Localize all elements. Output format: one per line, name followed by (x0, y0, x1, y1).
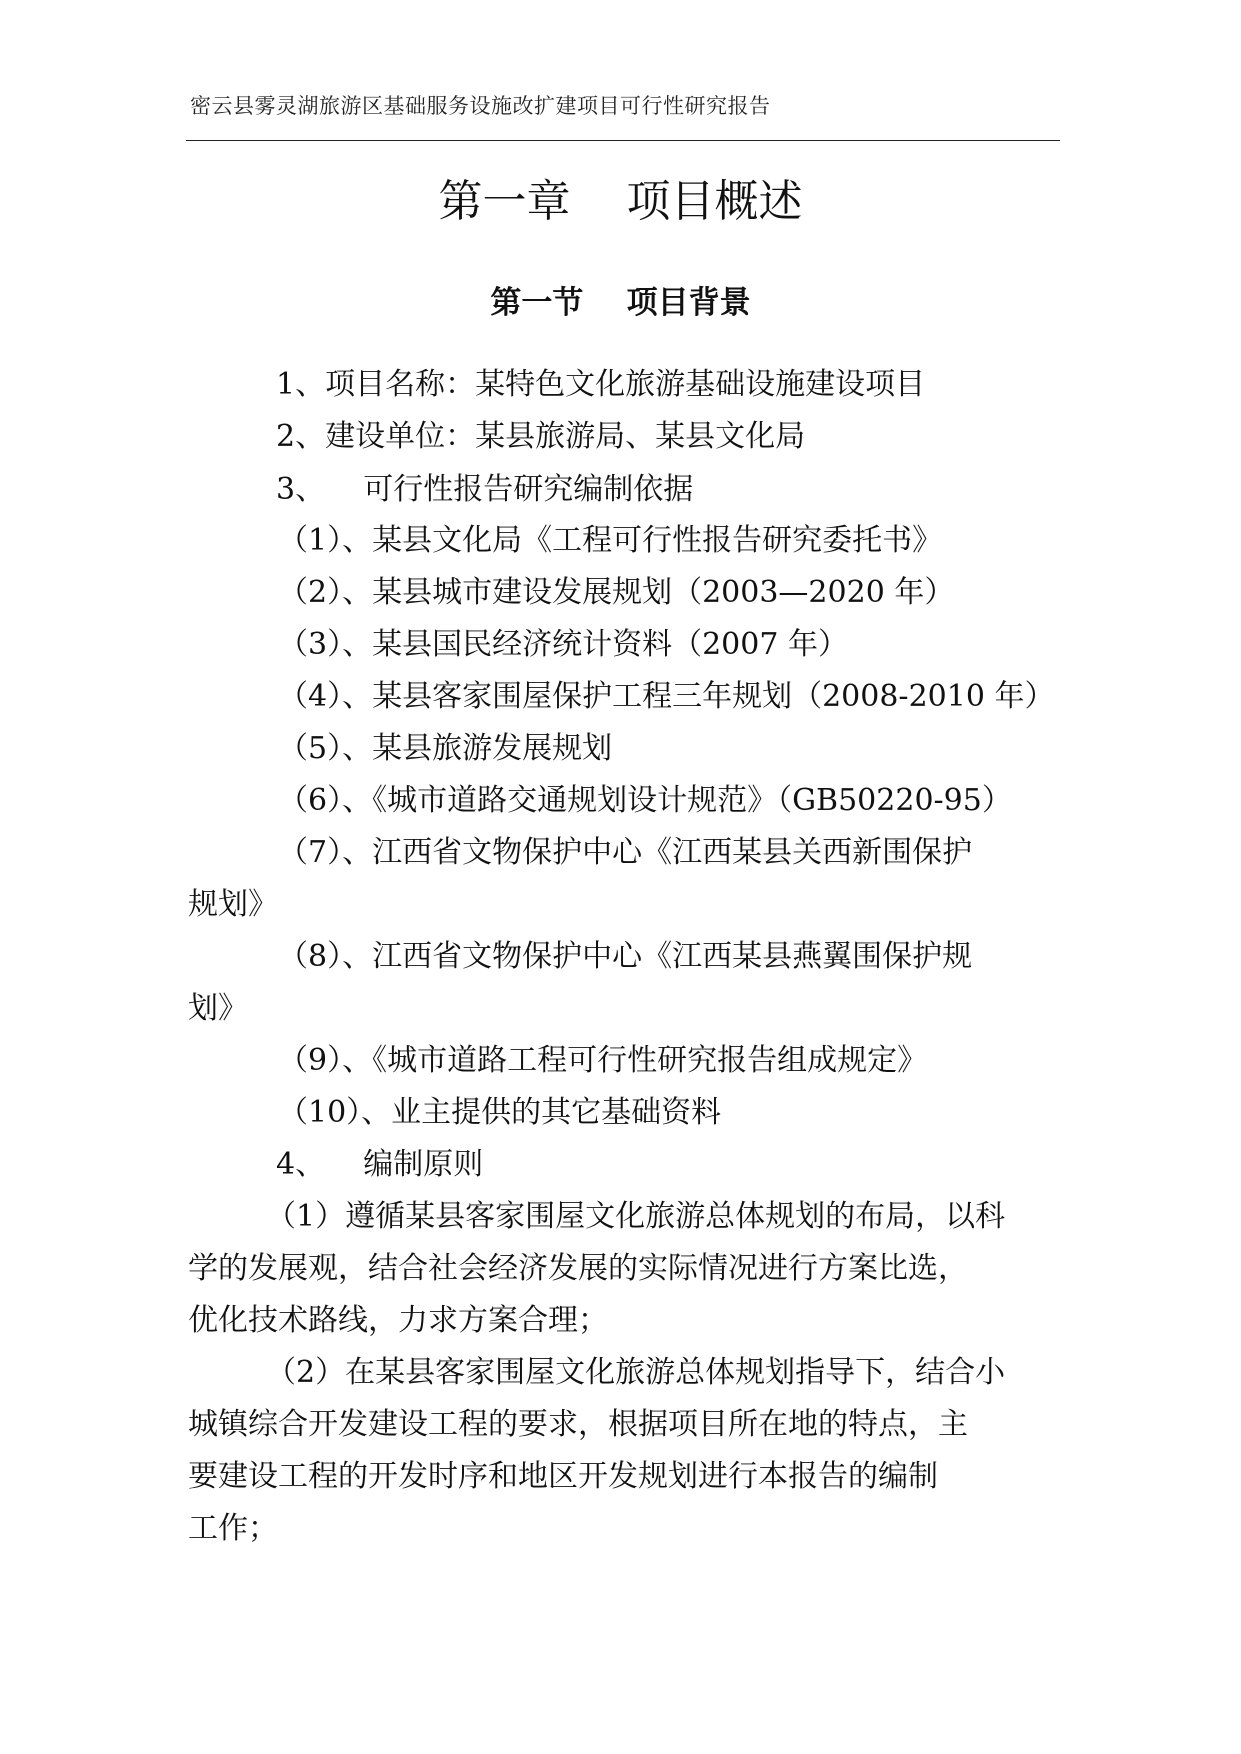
item-project-name: 1、项目名称：某特色文化旅游基础设施建设项目 (276, 367, 926, 402)
chapter-title: 第一章 项目概述 (438, 176, 803, 227)
basis-item-2: （2）、某县城市建设发展规划（2003—2020 年） (278, 575, 955, 610)
basis-item-10: （10）、业主提供的其它基础资料 (278, 1095, 722, 1130)
basis-item-1: （1）、某县文化局《工程可行性报告研究委托书》 (278, 523, 943, 558)
section-title: 第一节 项目背景 (490, 285, 751, 321)
header-divider (186, 140, 1060, 141)
basis-item-8-cont: 划》 (188, 991, 248, 1026)
principle-2-line-3: 要建设工程的开发时序和地区开发规划进行本报告的编制 (188, 1459, 938, 1494)
running-header: 密云县雾灵湖旅游区基础服务设施改扩建项目可行性研究报告 (190, 94, 771, 118)
item-principles-heading: 4、 编制原则 (276, 1147, 484, 1182)
basis-item-3: （3）、某县国民经济统计资料（2007 年） (278, 627, 848, 662)
principle-1-line-2: 学的发展观，结合社会经济发展的实际情况进行方案比选， (188, 1251, 968, 1286)
basis-item-7: （7）、江西省文物保护中心《江西某县关西新围保护 (278, 835, 973, 870)
principle-2-line-1: （2）在某县客家围屋文化旅游总体规划指导下，结合小 (266, 1355, 1006, 1390)
item-construction-unit: 2、建设单位：某县旅游局、某县文化局 (276, 419, 806, 454)
basis-item-7-cont: 规划》 (188, 887, 278, 922)
basis-item-4: （4）、某县客家围屋保护工程三年规划（2008-2010 年） (278, 679, 1055, 714)
principle-2-line-4: 工作； (188, 1511, 278, 1546)
basis-item-9: （9）、《城市道路工程可行性研究报告组成规定》 (278, 1043, 928, 1078)
principle-1-line-1: （1）遵循某县客家围屋文化旅游总体规划的布局，以科 (266, 1199, 1006, 1234)
basis-item-6: （6）、《城市道路交通规划设计规范》（GB50220-95） (278, 783, 1012, 818)
basis-item-5: （5）、某县旅游发展规划 (278, 731, 613, 766)
basis-item-8: （8）、江西省文物保护中心《江西某县燕翼围保护规 (278, 939, 973, 974)
principle-2-line-2: 城镇综合开发建设工程的要求，根据项目所在地的特点，主 (188, 1407, 968, 1442)
item-basis-heading: 3、 可行性报告研究编制依据 (276, 472, 694, 507)
principle-1-line-3: 优化技术路线，力求方案合理； (188, 1303, 608, 1338)
